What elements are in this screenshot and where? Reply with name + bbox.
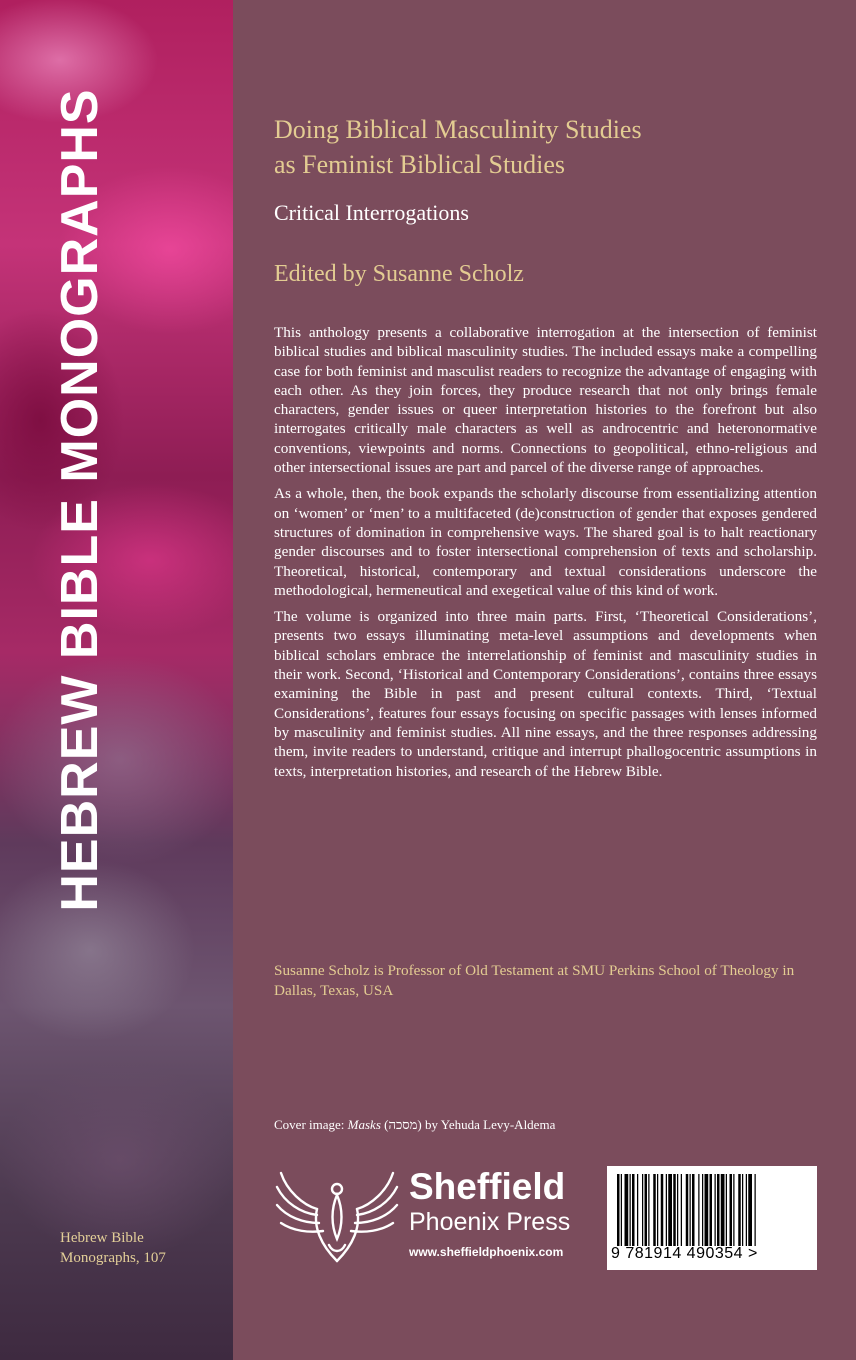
barcode-bar: [738, 1174, 741, 1246]
credit-suffix: by Yehuda Levy-Aldema: [425, 1117, 556, 1132]
series-label-line2: Monographs, 107: [60, 1250, 166, 1266]
publisher-url: www.sheffieldphoenix.com: [409, 1245, 564, 1259]
book-title-line2: as Feminist Biblical Studies: [274, 150, 566, 179]
description-paragraph-2: As a whole, then, the book expands the scholarly discourse from essentializing attention on ‘women’ or ‘men’ to a multifaceted (de)construction of gender that exposes gendered structures of domination in comprehensive ways. The shared goal is to halt reactionary gender discourses and to foster intersectional comprehension of texts and scholarship. Theoretical, historical, contemporary and textual considerations underscore the methodological, hermeneutical and exegetical value of this kind of work.: [274, 485, 817, 599]
barcode-bar: [661, 1174, 664, 1246]
barcode-bar: [653, 1174, 656, 1246]
barcode-bar: [632, 1174, 635, 1246]
cover-image-credit: [274, 1117, 555, 1133]
barcode-bar: [717, 1174, 720, 1246]
barcode-number: 9 781914 490354 >: [611, 1245, 758, 1262]
barcode-bar: [746, 1174, 747, 1246]
credit-work: Masks: [347, 1117, 381, 1132]
series-label-line1: Hebrew Bible: [60, 1230, 144, 1246]
barcode-bar: [677, 1174, 678, 1246]
phoenix-icon: [273, 1165, 401, 1265]
barcode-bar: [715, 1174, 716, 1246]
barcode-bar: [625, 1174, 629, 1246]
isbn-barcode: [607, 1166, 817, 1270]
barcode-bar: [710, 1174, 713, 1246]
barcode-bar: [657, 1174, 658, 1246]
barcode-bar: [748, 1174, 752, 1246]
credit-prefix: Cover image:: [274, 1117, 348, 1132]
barcode-bar: [630, 1174, 631, 1246]
barcode-bar: [730, 1174, 733, 1246]
cover-art-strip: [0, 0, 233, 1360]
barcode-bar: [721, 1174, 725, 1246]
barcode-bar: [733, 1174, 734, 1246]
description-paragraph-3: The volume is organized into three main parts. First, ‘Theoretical Considerations’, presents two essays illuminating meta-level assumptions and developments when biblical scholars embrace the interrelationship of feminist and masculinity studies in their work. Second, ‘Historical and Contemporary Considerations’, contains three essays examining the Bible in past and present cultural contexts. Third, ‘Textual Considerations’, features four essays focusing on specific passages with lenses informed by masculinity and feminist studies. All nine essays, and the three responses addressing them, invite readers to understand, critique and interrupt phallogocentric assumptions in texts, interpretation histories, and research of the Hebrew Bible.: [274, 608, 817, 780]
barcode-bar: [726, 1174, 727, 1246]
book-title-line1: Doing Biblical Masculinity Studies: [274, 115, 642, 144]
description-paragraph-1: This anthology presents a collaborative interrogation at the intersection of feminist biblical studies and biblical masculinity studies. The included essays make a compelling case for both feminist and masculist readers to recognize the advantage of engaging with each other. As they join forces, they produce research that not only brings female characters, gender issues or queer interpretation histories to the forefront but also interrogates critically male characters as well as androcentric and heteronormative conventions, viewpoints and norms. Connections to geopolitical, ethno-religious and other intersectional issues are part and parcel of the diverse range of approaches.: [274, 324, 817, 477]
barcode-bar: [645, 1174, 648, 1246]
barcode-bar: [698, 1174, 699, 1246]
barcode-bar: [642, 1174, 643, 1246]
barcode-bar: [673, 1174, 676, 1246]
book-title: [274, 112, 814, 182]
publisher-name-line2: Phoenix Press: [409, 1208, 571, 1236]
barcode-bar: [666, 1174, 667, 1246]
barcode-bar: [755, 1174, 756, 1246]
barcode-bar: [617, 1174, 620, 1246]
publisher-logo: [273, 1165, 593, 1265]
series-label: [60, 1228, 166, 1268]
series-vertical-title: [45, 60, 115, 940]
barcode-bar: [690, 1174, 691, 1246]
barcode-bar: [668, 1174, 672, 1246]
barcode-bar: [621, 1174, 622, 1246]
barcode-bar: [648, 1174, 649, 1246]
barcode-bar: [637, 1174, 638, 1246]
barcode-bar: [702, 1174, 703, 1246]
description: [274, 323, 817, 788]
publisher-name: Sheffield: [409, 1166, 566, 1207]
book-editor: Edited by Susanne Scholz: [274, 261, 524, 287]
credit-hebrew: (מסכה): [380, 1117, 425, 1132]
barcode-bar: [705, 1174, 709, 1246]
barcode-bar: [742, 1174, 743, 1246]
series-vertical-title-text: HEBREW BIBLE MONOGRAPHS: [51, 88, 109, 912]
book-subtitle: Critical Interrogations: [274, 200, 469, 225]
barcode-bars: [613, 1174, 811, 1246]
barcode-bar: [681, 1174, 682, 1246]
editor-bio: Susanne Scholz is Professor of Old Testament at SMU Perkins School of Theology in Dallas, Texas, USA: [274, 962, 795, 999]
barcode-bar: [692, 1174, 695, 1246]
barcode-bar: [686, 1174, 689, 1246]
